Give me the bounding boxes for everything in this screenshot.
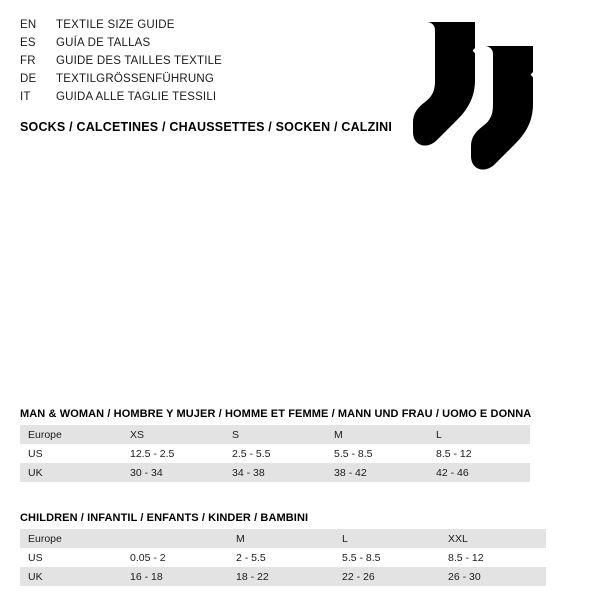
table-cell: M bbox=[228, 529, 334, 548]
table-cell: 5.5 - 8.5 bbox=[326, 444, 428, 463]
sock-shape-back bbox=[413, 22, 475, 146]
table-cell: 12.5 - 2.5 bbox=[122, 444, 224, 463]
table-cell: UK bbox=[20, 567, 122, 586]
table-row-header bbox=[20, 425, 530, 444]
table-row bbox=[20, 463, 530, 482]
adult-table-title: MAN & WOMAN / HOMBRE Y MUJER / HOMME ET FEMME / MANN UND FRAU / UOMO E DONNA bbox=[20, 408, 532, 420]
language-row-it bbox=[20, 88, 400, 106]
language-title: TEXTILE SIZE GUIDE bbox=[56, 19, 175, 31]
language-title: GUIDE DES TAILLES TEXTILE bbox=[56, 55, 223, 67]
table-cell: 2 - 5.5 bbox=[228, 548, 334, 567]
language-title: GUÍA DE TALLAS bbox=[56, 37, 151, 49]
table-cell: 42 - 46 bbox=[428, 463, 530, 482]
table-cell: M bbox=[326, 425, 428, 444]
table-cell: L bbox=[428, 425, 530, 444]
language-row-fr bbox=[20, 52, 400, 70]
table-cell: 22 - 26 bbox=[334, 567, 440, 586]
table-cell: US bbox=[20, 548, 122, 567]
adult-size-table-block bbox=[20, 408, 580, 482]
table-cell: XS bbox=[122, 425, 224, 444]
table-cell: 5.5 - 8.5 bbox=[334, 548, 440, 567]
language-code: FR bbox=[20, 55, 36, 67]
table-cell: 34 - 38 bbox=[224, 463, 326, 482]
table-row-header bbox=[20, 529, 546, 548]
children-size-table-block bbox=[20, 512, 580, 586]
table-row bbox=[20, 567, 546, 586]
children-size-table bbox=[20, 529, 546, 586]
socks-icon bbox=[405, 14, 580, 174]
table-cell: UK bbox=[20, 463, 122, 482]
sock-cuff-gap-back bbox=[475, 48, 484, 100]
table-cell: 30 - 34 bbox=[122, 463, 224, 482]
language-row-es bbox=[20, 34, 400, 52]
table-cell: 2.5 - 5.5 bbox=[224, 444, 326, 463]
language-row-en bbox=[20, 16, 400, 34]
table-cell: 16 - 18 bbox=[122, 567, 228, 586]
table-cell: Europe bbox=[20, 529, 122, 548]
language-code: DE bbox=[20, 73, 37, 85]
language-code: ES bbox=[20, 37, 36, 49]
language-title: GUIDA ALLE TAGLIE TESSILI bbox=[56, 91, 217, 103]
table-cell: Europe bbox=[20, 425, 122, 444]
table-row bbox=[20, 548, 546, 567]
table-cell: 18 - 22 bbox=[228, 567, 334, 586]
table-cell: US bbox=[20, 444, 122, 463]
table-cell bbox=[122, 529, 228, 548]
language-code: EN bbox=[20, 19, 37, 31]
children-table-title: CHILDREN / INFANTIL / ENFANTS / KINDER / BAMBINI bbox=[20, 512, 309, 524]
language-title: TEXTILGRÖSSENFÜHRUNG bbox=[56, 73, 214, 85]
table-cell: 8.5 - 12 bbox=[428, 444, 530, 463]
table-cell: L bbox=[334, 529, 440, 548]
table-cell: 26 - 30 bbox=[440, 567, 546, 586]
table-cell: 38 - 42 bbox=[326, 463, 428, 482]
product-type-subtitle: SOCKS / CALCETINES / CHAUSSETTES / SOCKEN / CALZINI bbox=[20, 120, 393, 134]
table-cell: XXL bbox=[440, 529, 546, 548]
sock-cuff-gap-front bbox=[533, 72, 542, 124]
socks-illustration bbox=[405, 14, 580, 174]
table-cell: S bbox=[224, 425, 326, 444]
table-row bbox=[20, 444, 530, 463]
header bbox=[20, 16, 400, 134]
adult-size-table bbox=[20, 425, 530, 482]
language-code: IT bbox=[20, 91, 31, 103]
language-row-de bbox=[20, 70, 400, 88]
table-cell: 0.05 - 2 bbox=[122, 548, 228, 567]
table-cell: 8.5 - 12 bbox=[440, 548, 546, 567]
